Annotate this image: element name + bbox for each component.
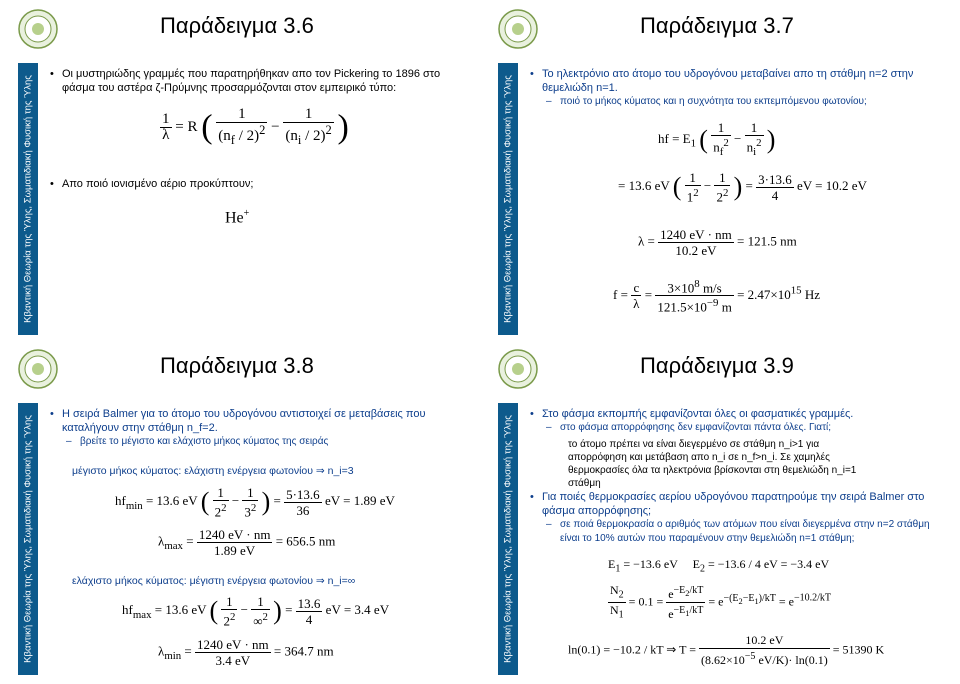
slide-body-2: [50, 177, 472, 191]
max-wavelength-label: μέγιστο μήκος κύματος: ελάχιστη ενέργεια φωτονίου ⇒ n_i=3: [72, 465, 354, 477]
slide-3-6: [10, 5, 480, 340]
slide-title: Παράδειγμα 3.6: [160, 13, 314, 38]
slide-body: [530, 407, 952, 435]
sidebar-band: [18, 403, 38, 675]
slide-title: Παράδειγμα 3.9: [640, 353, 794, 378]
bullet-text: • Το ηλεκτρόνιο ατο άτομο του υδρογόνου μεταβαίνει απο τη στάθμη n=2 στην θεμελιώδη n=1.: [530, 67, 952, 95]
eq-hf-min: $hf_{min} = 13.6$ eV ( $\frac{1}{2^2}$ − $\frac{1}{3^2}$ ) = $\frac{5\cdot 13.6}{36}$ eV = 1.89 eV: [115, 485, 395, 520]
university-seal-icon: [18, 349, 58, 389]
eq-lambda: λ = $\frac{1240 eV \cdot nm}{10.2 eV}$ = 121.5 nm: [638, 227, 797, 258]
slide-body: [50, 407, 472, 449]
bullet-text: • Η σειρά Balmer για το άτομο του υδρογόνου αντιστοιχεί σε μεταβάσεις που καταλήγουν στην στάθμη n_f=2.: [50, 407, 472, 435]
sidebar-band: [498, 403, 518, 675]
sidebar-label: Κβαντική Θεωρία της Ύλης, Σωματιδιακή Φυσική της Ύλης: [22, 75, 34, 323]
university-seal-icon: [498, 349, 538, 389]
eq-energy: = 13.6 eV ( $\frac{1}{1^2}$ − $\frac{1}{2^2}$ ) = $\frac{3\cdot 13.6}{4}$ eV = 10.2 eV: [618, 170, 867, 205]
eq-lambda-max: $\lambda_{max}$ = $\frac{1240 eV \cdot nm}{1.89 eV}$ = 656.5 nm: [158, 527, 336, 558]
eq-energies: $E_1 = -13.6$ eV $E_2 = -13.6 / 4$ eV = −3.4 eV: [608, 557, 830, 575]
sub-bullet-text: – σε ποιά θερμοκρασία ο αριθμός των ατόμων που είναι διεγερμένα στην n=2 στάθμη είναι το 10% αυτών που παραμένουν στην θεμελιώδη n=1 στάθμη;: [530, 518, 952, 546]
slide-title: Παράδειγμα 3.8: [160, 353, 314, 378]
rydberg-formula: $\frac{1}{\lambda}$ = R ( $\frac{1}{(n_f / 2)^2}$ − $\frac{1}{(n_i / 2)^2}$ ): [162, 106, 349, 147]
answer-text: He+: [225, 208, 250, 227]
sidebar-label: Κβαντική Θεωρία της Ύλης, Σωματιδιακή Φυσική της Ύλης: [502, 415, 514, 663]
eq-lambda-min: $\lambda_{min}$ = $\frac{1240 eV \cdot nm}{3.4 eV}$ = 364.7 nm: [158, 637, 334, 668]
eq-frequency: f = $\frac{c}{\lambda}$ = $\frac{3\times 10^8 m/s}{121.5\times 10^{-9} m}$ = $2.47\times 10^{15}$ Hz: [613, 278, 820, 315]
eq-hf: hf = $E_1$ ( $\frac{1}{n_f^2}$ − $\frac{1}{n_i^2}$ ): [658, 120, 776, 158]
slide-3-7: [490, 5, 960, 340]
bullet-text: • Στο φάσμα εκπομπής εμφανίζονται όλες οι φασματικές γραμμές.: [530, 407, 952, 421]
slide-body-2: [530, 490, 952, 546]
slide-body: [530, 67, 952, 109]
bullet-text: • Για ποιές θερμοκρασίες αερίου υδρογόνου παρατηρούμε την σειρά Balmer στο φάσμα απορρόφησης;: [530, 490, 952, 518]
explanation-note: το άτομο πρέπει να είναι διεγερμένο σε στάθμη n_i>1 για απορρόφηση και μετάβαση απο n_i σε n_f>n_i. Σε χαμηλές θερμοκρασίες όλα τα ηλεκτρόνια βρίσκονται στη θεμελιώδη n_i=1 στάθμη: [568, 439, 857, 489]
sidebar-band: [18, 63, 38, 335]
slide-title: Παράδειγμα 3.7: [640, 13, 794, 38]
university-seal-icon: [498, 9, 538, 49]
eq-temperature: ln(0.1) = −10.2 / kT ⇒ T = $\frac{10.2 eV}{(8.62\times 10^{-5} eV/K)\cdot \ln(0.1)}$ = 51390 K: [568, 633, 885, 667]
bullet-text: • Οι μυστηριώδης γραμμές που παρατηρήθηκαν απο τον Pickering το 1896 στο φάσμα του αστέρα ζ-Πρύμνης προσαρμόζονται στον εμπειρικό τύπο:: [50, 67, 472, 95]
sidebar-label: Κβαντική Θεωρία της Ύλης, Σωματιδιακή Φυσική της Ύλης: [502, 75, 514, 323]
bullet-text: • Απο ποιό ιονισμένο αέριο προκύπτουν;: [50, 177, 472, 191]
sidebar-label: Κβαντική Θεωρία της Ύλης, Σωματιδιακή Φυσική της Ύλης: [22, 415, 34, 663]
min-wavelength-label: ελάχιστο μήκος κύματος: μέγιστη ενέργεια φωτονίου ⇒ n_i=∞: [72, 575, 356, 587]
sidebar-band: [498, 63, 518, 335]
eq-hf-max: $hf_{max} = 13.6$ eV ( $\frac{1}{2^2}$ − $\frac{1}{\infty^2}$ ) = $\frac{13.6}{4}$ eV = 3.4 eV: [122, 594, 390, 629]
slide-3-8: [10, 345, 480, 680]
sub-bullet-text: – στο φάσμα απορρόφησης δεν εμφανίζονται πάντα όλες. Γιατί;: [530, 421, 952, 435]
university-seal-icon: [18, 9, 58, 49]
sub-bullet-text: – βρείτε το μέγιστο και ελάχιστο μήκος κύματος της σειράς: [50, 435, 472, 449]
eq-population-ratio: $\frac{N_2}{N_1}$ = 0.1 = $\frac{e^{-E_2/kT}}{e^{-E_1/kT}}$ = $e^{-(E_2-E_1)/kT} = e^{-10.2/kT}$: [610, 583, 831, 622]
sub-bullet-text: – ποιό το μήκος κύματος και η συχνότητα του εκπεμπόμενου φωτονίου;: [530, 95, 952, 109]
slide-body: [50, 67, 472, 95]
slide-3-9: [490, 345, 960, 680]
